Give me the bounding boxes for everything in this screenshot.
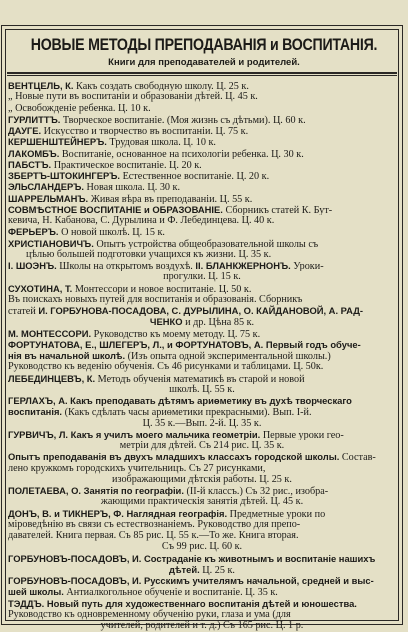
- catalog-line: [8, 361, 396, 372]
- entry-text: Въ поискахъ новыхъ путей для воспитанія и образованія. Сборникъ: [8, 293, 303, 305]
- catalog-line: [8, 373, 396, 384]
- catalog-line: [8, 339, 396, 350]
- entry-text: Практическое воспитаніе. Ц. 20 к.: [51, 159, 202, 170]
- catalog-line: [8, 620, 396, 631]
- entry-text: (Какъ сдѣлать часы ариѳметики прекрасными). Вып. І-й.: [62, 407, 312, 418]
- author-name: ГУРВИЧЪ, Л. Какъ я училъ моего мальчика геометріи.: [8, 428, 261, 440]
- catalog-line: [8, 463, 396, 474]
- catalog-line: [8, 294, 396, 305]
- author-name: ПАБСТЪ.: [8, 158, 52, 170]
- header-divider: [7, 72, 397, 74]
- author-name: ШАРРЕЛЬМАНЪ.: [8, 192, 89, 204]
- entry-text: Первые уроки гео-: [260, 429, 344, 440]
- author-name: ЗБЕРТЪ-ШТОКИНГЕРЪ.: [8, 170, 121, 181]
- catalog-line: [8, 125, 396, 136]
- entry-text: Школы на открытомъ воздухѣ.: [56, 261, 196, 272]
- author-name: М. МОНТЕССОРИ.: [8, 327, 92, 339]
- entry-text: Естественное воспитаніе. Ц. 20 к.: [120, 171, 270, 182]
- entry-text: цѣлью большей подготовки учащихся къ жизни. Ц. 35 к.: [26, 248, 272, 260]
- author-name: ВЕНТЦЕЛЬ, К.: [8, 80, 74, 91]
- page-title: НОВЫЕ МЕТОДЫ ПРЕПОДАВАНІЯ и ВОСПИТАНІЯ.: [30, 36, 378, 54]
- entry-text: Творческое воспитаніе. (Моя жизнь съ дѣтьми). Ц. 60 к.: [60, 114, 306, 125]
- entry-text: Опытъ устройства общеобразовательной школы съ: [93, 238, 319, 249]
- entry-text: давателей. Книга первая. Съ 85 рис. Ц. 55 к.—То же. Книга вторая.: [8, 530, 299, 541]
- entry-text: Монтессори и новое воспитаніе. Ц. 50 к.: [72, 283, 252, 294]
- catalog-line: [8, 350, 396, 361]
- author-name: ТЭДДЪ. Новый путь для художественнаго воспитанія дѣтей и юношества.: [8, 597, 357, 609]
- entry-text: кевича, Н. Кабанова, С. Дурылина и Ф. Лебединцева. Ц. 40 к.: [8, 215, 275, 226]
- entry-text: Трудовая школа. Ц. 10 к.: [106, 137, 216, 148]
- catalog-line: [8, 485, 396, 496]
- catalog-line: [8, 114, 396, 125]
- catalog-line: [8, 598, 396, 609]
- entry-text: Методъ обученія математикѣ въ старой и новой: [95, 373, 305, 384]
- catalog-line: [8, 305, 396, 316]
- catalog-line: [8, 260, 396, 271]
- entry-text: Антиалкогольное обученіе и воспитаніе. Ц. 35 к.: [63, 587, 278, 598]
- author-name: СУХОТИНА, Т.: [8, 282, 73, 294]
- author-name: ЭЛЬСЛАНДЕРЪ.: [8, 181, 84, 193]
- catalog-line: [8, 609, 396, 620]
- catalog-line: [8, 586, 396, 597]
- author-name: І. ШОЭНЪ.: [8, 260, 57, 271]
- catalog-line: [8, 384, 396, 395]
- author-name: шей школы.: [8, 586, 64, 598]
- entry-text: Состав-: [339, 452, 376, 463]
- catalog-line: [8, 406, 396, 417]
- catalog-line: [8, 238, 396, 249]
- entry-text: Сборникъ статей К. Бут-: [222, 204, 333, 215]
- catalog-line: [8, 80, 396, 91]
- catalog-line: [8, 91, 396, 102]
- entry-text: „ Новые пути въ воспитаніи и образованіи дѣтей. Ц. 45 к.: [8, 91, 258, 103]
- author-name: ГОРБУНОВЪ-ПОСАДОВЪ, И. Русскимъ учителямъ начальной, средней и выс-: [8, 575, 374, 586]
- author-name: Опытъ преподаванія въ двухъ младшихъ классахъ городской школы.: [8, 451, 340, 463]
- entry-text: Какъ создать свободную школу. Ц. 25 к.: [73, 81, 249, 92]
- catalog-line: [8, 271, 396, 282]
- entry-text: Ц. 35 к.—Вып. 2-й. Ц. 35 к.: [142, 417, 262, 429]
- catalog-line: [8, 530, 396, 541]
- catalog-line: [8, 541, 396, 552]
- catalog-line: [8, 564, 396, 575]
- author-name: СОВМѢСТНОЕ ВОСПИТАНІЕ и ОБРАЗОВАНІЕ.: [8, 203, 223, 215]
- author-name: ІІ. БЛАНКЖЕРНОНЪ.: [195, 260, 291, 271]
- entry-text: Руководство къ моему методу. Ц. 75 к.: [91, 328, 261, 339]
- catalog-line: [8, 328, 396, 339]
- entry-text: Живая вѣра въ преподаваніи. Ц. 55 к.: [88, 193, 253, 204]
- entry-text: лено кружкомъ городскихъ учительницъ. Съ 27 рисунками,: [8, 462, 266, 474]
- entry-text: и др. Цѣна 85 к.: [182, 317, 255, 328]
- catalog-line: [8, 440, 396, 451]
- catalog-line: [8, 103, 396, 114]
- entry-text: Предметные уроки по: [227, 508, 326, 519]
- catalog-line: [8, 553, 396, 564]
- page-subtitle: Книги для преподавателей и родителей.: [108, 57, 300, 68]
- author-name: нія въ начальной школѣ.: [8, 350, 126, 361]
- author-name: ДАУГЕ.: [8, 125, 42, 136]
- entry-text: учителей, родителей и т. д.) Съ 165 рис. Ц. 1 р.: [100, 620, 304, 631]
- author-name: ФОРТУНАТОВА, Е., ШЛЕГЕРЪ, Л., и ФОРТУНАТОВЪ, А. Первый годъ обуче-: [8, 338, 361, 350]
- catalog-line: [8, 249, 396, 260]
- entry-text: метріи для дѣтей. Съ 214 рис. Ц. 35 к.: [119, 440, 285, 451]
- entry-text: Воспитаніе, основанное на психологіи ребенка. Ц. 30 к.: [59, 148, 304, 159]
- author-name: ЛАКОМБЪ.: [8, 147, 60, 159]
- catalog-line: [8, 519, 396, 530]
- catalog-line: [8, 474, 396, 485]
- entry-text: Искусство и творчество въ воспитаніи. Ц. 75 к.: [41, 126, 249, 137]
- catalog-line: [8, 181, 396, 192]
- entry-text: Руководство къ веденію обученія. Съ 46 рисунками и таблицами. Ц. 50к.: [8, 361, 324, 373]
- author-name: ДОНЪ, В. и ТИКНЕРЪ, Ф. Наглядная географія.: [8, 507, 228, 519]
- entry-text: „ Освобожденіе ребенка. Ц. 10 к.: [8, 102, 151, 114]
- catalog-line: [8, 451, 396, 462]
- author-name: ГЕРЛАХЪ, А. Какъ преподавать дѣтямъ ариѳметику въ духѣ творческаго: [8, 395, 352, 406]
- entry-text: Съ 99 рис. Ц. 60 к.: [161, 541, 243, 553]
- catalog-line: [8, 159, 396, 170]
- author-name: ЧЕНКО: [149, 316, 183, 328]
- entry-text: школѣ. Ц. 55 к.: [169, 383, 235, 395]
- catalog-line: [8, 283, 396, 294]
- entry-text: (ІІ-й классъ.) Съ 32 рис., изобра-: [183, 486, 329, 497]
- catalog-line: [8, 170, 396, 181]
- catalog-line: [8, 395, 396, 406]
- author-name: дѣтей.: [169, 563, 200, 575]
- entry-text: мiроведѣнію въ связи съ естествознаніемъ. Руководство для препо-: [8, 518, 301, 530]
- catalog-line: [8, 226, 396, 237]
- author-name: ПОЛЕТАЕВА, О. Занятія по географіи.: [8, 485, 184, 496]
- author-name: ГОРБУНОВЪ-ПОСАДОВЪ, И. Состраданіе къ животнымъ и воспитаніе нашихъ: [8, 552, 376, 564]
- entry-text: Новая школа. Ц. 30 к.: [84, 182, 181, 193]
- entry-text: Уроки-: [290, 261, 324, 272]
- header-divider-thin: [7, 75, 397, 76]
- catalog-line: [8, 215, 396, 226]
- entry-text: (Изъ опыта одной экспериментальной школы.): [125, 351, 331, 362]
- entry-text: изображающими дѣтскія работы. Ц. 25 к.: [112, 473, 292, 485]
- book-list: [8, 80, 396, 631]
- entry-text: Руководство къ одновременному обученію руки, глаза и ума (для: [8, 608, 291, 620]
- catalog-line: [8, 575, 396, 586]
- entry-text: О новой школѣ. Ц. 15 к.: [58, 227, 165, 238]
- author-name: И. ГОРБУНОВА-ПОСАДОВА, С. ДУРЫЛИНА, О. КАЙДАНОВОЙ, А. РАД-: [38, 305, 364, 316]
- catalog-line: [8, 316, 396, 327]
- entry-text: прогулки. Ц. 15 к.: [163, 271, 241, 283]
- author-name: ГУРЛИТТЪ.: [8, 113, 61, 125]
- author-name: КЕРШЕНШТЕЙНЕРЪ.: [8, 136, 107, 148]
- catalog-line: [8, 148, 396, 159]
- author-name: воспитанія.: [8, 406, 63, 418]
- catalog-line: [8, 429, 396, 440]
- entry-text: статей: [8, 306, 39, 317]
- catalog-line: [8, 418, 396, 429]
- entry-text: жающими практическія занятія дѣтей. Ц. 45 к.: [100, 496, 304, 508]
- catalog-line: [8, 496, 396, 507]
- entry-text: Ц. 25 к.: [199, 564, 235, 575]
- catalog-line: [8, 508, 396, 519]
- author-name: ЛЕБЕДИНЦЕВЪ, К.: [8, 372, 96, 384]
- catalog-line: [8, 136, 396, 147]
- catalog-line: [8, 193, 396, 204]
- catalog-line: [8, 204, 396, 215]
- author-name: ХРИСТІАНОВИЧЪ.: [8, 237, 94, 249]
- author-name: ФЕРЬЕРЪ.: [8, 226, 59, 238]
